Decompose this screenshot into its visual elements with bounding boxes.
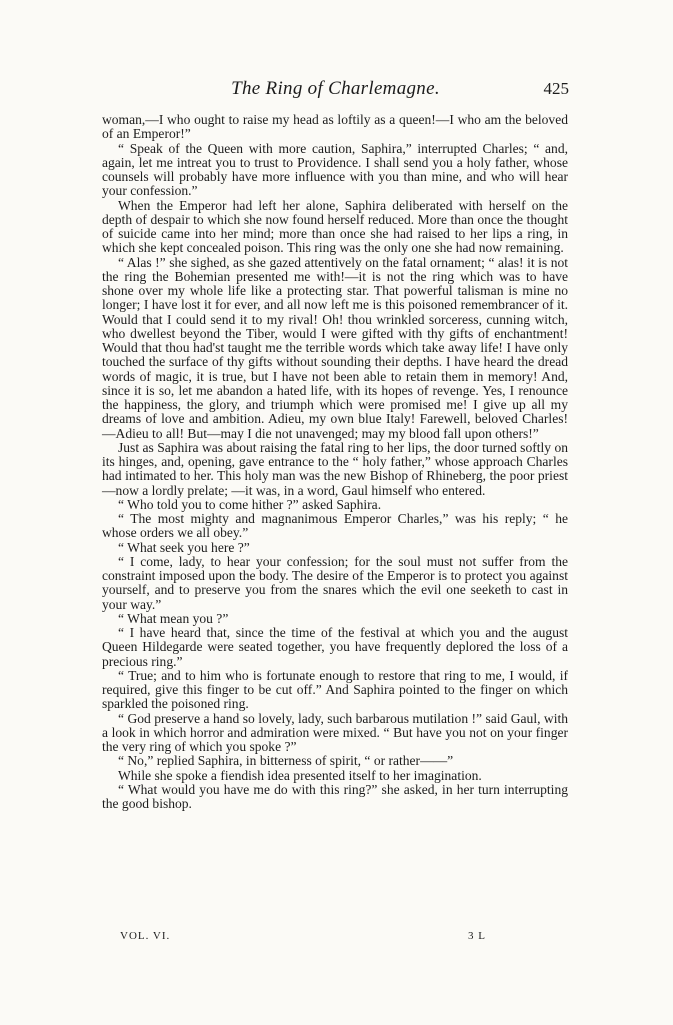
paragraph: “ What would you have me do with this ring?” she asked, in her turn interrupting the good bishop. (102, 781, 568, 811)
paragraph: “ What seek you here ?” (118, 539, 250, 555)
paragraph: “ True; and to him who is fortunate enough to restore that ring to me, I would, if required, give this finger to be cut off.” And Saphira pointed to the finger on which sparkled the poisoned ring. (102, 667, 568, 712)
paragraph: “ Speak of the Queen with more caution, Saphira,” interrupted Charles; “ and, again, let me intreat you to trust to Providence. I shall send you a holy father, whose counsels will probably have more influence with you than mine, and who will hear your confession.” (102, 140, 568, 199)
body-text (102, 113, 568, 811)
paragraph: While she spoke a fiendish idea presented itself to her imagination. (118, 767, 482, 783)
paragraph: “ What mean you ?” (118, 610, 229, 626)
paragraph: “ I come, lady, to hear your confession; for the soul must not suffer from the constraint imposed upon the body. The desire of the Emperor is to protect you against yourself, and to preserve you from the snares which the evil one seeketh to cast in your way.” (102, 553, 568, 612)
page-footer (120, 930, 486, 946)
paragraph: “ God preserve a hand so lovely, lady, such barbarous mutilation !” said Gaul, with a look in which horror and admiration were mixed. “ But have you not on your finger the very ring of which you spoke ?” (102, 710, 568, 754)
paragraph: “ Who told you to come hither ?” asked Saphira. (118, 496, 382, 512)
signature-mark: 3 L (468, 930, 486, 942)
paragraph: “ No,” replied Saphira, in bitterness of spirit, “ or rather——” (118, 753, 454, 769)
paragraph: “ I have heard that, since the time of the festival at which you and the august Queen Hildegarde were seated together, you have frequently deplored the loss of a precious ring.” (102, 625, 568, 669)
page-number: 425 (543, 79, 569, 98)
paragraph: When the Emperor had left her alone, Saphira deliberated with herself on the depth of despair to which she now found herself reduced. More than once the thought of suicide came into her mind; more than once she had raised to her lips a ring, in which she kept concealed poison. This ring was the only one she had now remaining. (102, 197, 568, 256)
paragraph: “ Alas !” she sighed, as she gazed attentively on the fatal ornament; “ alas! it is not the ring the Bohemian presented me with!—it is not the ring which was to have shone over my whole life like a protecting star. That powerful talisman is mine no longer; I have lost it for ever, and all now left me is this poisoned remembrancer of it. Would that I could send it to my rival! Oh! thou wrinkled sorceress, cunning witch, who dwellest beyond the Tiber, would I were gifted with thy gifts of enchantment! Would that thou had'st taught me the terrible words which take away life! I have only touched the surface of thy gifts without sounding their depths. I have heard the dread words of magic, it is true, but I have not been able to retain them in memory! And, since it is so, let me abandon a hated life, with its hopes of revenge. Yes, I renounce the happiness, the glory, and triumph which were promised me! I give up all my dreams of love and ambition. Adieu, my own blue Italy! Farewell, beloved Charles!—Adieu to all! But—may I die not unavenged; may my blood fall upon others!” (102, 254, 568, 441)
paragraph: “ The most mighty and magnanimous Emperor Charles,” was his reply; “ he whose orders we all obey.” (102, 511, 568, 541)
page-header (102, 78, 569, 104)
running-title: The Ring of Charlemagne. (231, 78, 440, 99)
volume-mark: VOL. VI. (120, 930, 171, 942)
paragraph: Just as Saphira was about raising the fatal ring to her lips, the door turned softly on its hinges, and, opening, gave entrance to the “ holy father,” whose approach Charles had intimated to her. This holy man was the new Bishop of Rhineberg, the poor priest—now a lordly prelate; —it was, in a word, Gaul himself who entered. (102, 439, 568, 498)
paragraph: woman,—I who ought to raise my head as loftily as a queen!—I who am the beloved of an Emperor!” (102, 112, 568, 142)
